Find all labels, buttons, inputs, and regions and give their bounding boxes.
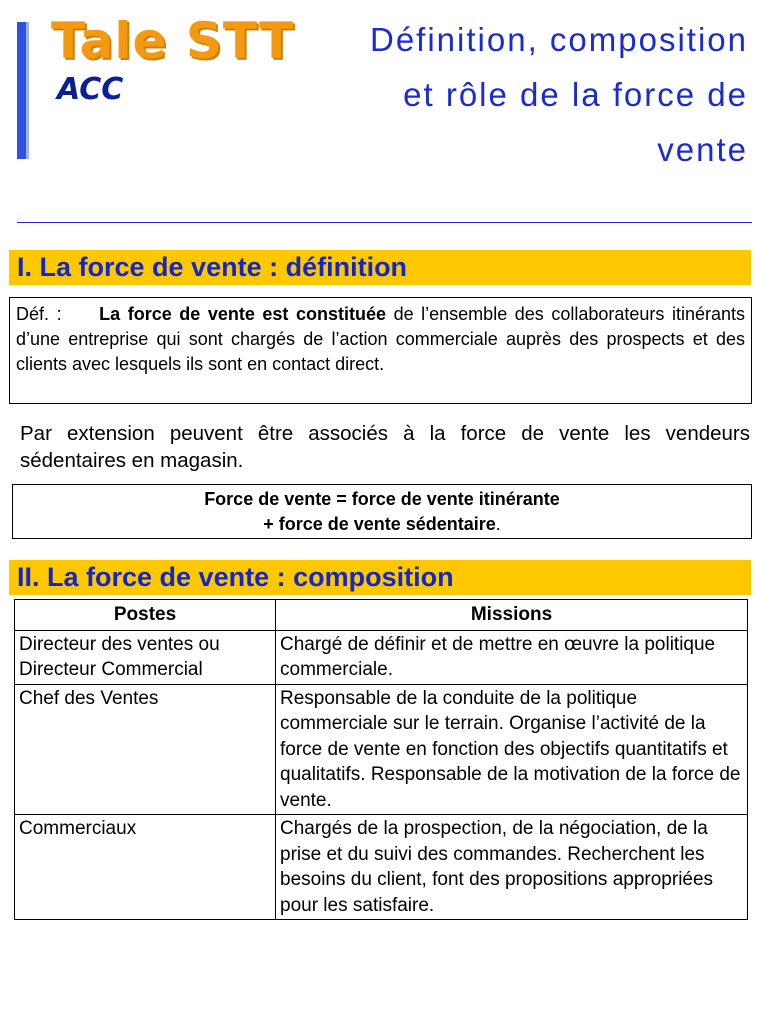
table-cell-mission: Chargés de la prospection, de la négociation, de la prise et du suivi des commandes. Recherchent les besoins du client, font des propositions appropriées pour les satisfaire. bbox=[276, 815, 748, 920]
composition-table bbox=[14, 599, 748, 920]
definition-bold-text: La force de vente est constituée bbox=[99, 304, 387, 324]
table-row bbox=[15, 815, 748, 920]
table-cell-poste: Chef des Ventes bbox=[15, 684, 276, 815]
logo bbox=[17, 14, 337, 164]
definition-text: de l’ensemble des collaborateurs itinérants d’une entreprise qui sont chargés de l’action commerciale auprès des prospects et des clients avec lesquels ils sont en contact direct. bbox=[16, 304, 745, 374]
table-row bbox=[15, 684, 748, 815]
logo-bar-shade bbox=[26, 22, 29, 159]
formula-line-2: + force de vente sédentaire. bbox=[263, 514, 501, 534]
table-cell-poste: Commerciaux bbox=[15, 815, 276, 920]
table-header-postes: Postes bbox=[15, 600, 276, 631]
table-cell-poste: Directeur des ventes ou Directeur Commercial bbox=[15, 630, 276, 684]
table-cell-mission: Chargé de définir et de mettre en œuvre la politique commerciale. bbox=[276, 630, 748, 684]
logo-bar bbox=[17, 22, 26, 159]
formula-line-1: Force de vente = force de vente itinérante bbox=[204, 489, 560, 509]
page-title: Définition, composition et rôle de la force de vente bbox=[370, 21, 748, 168]
table-header-row bbox=[15, 600, 748, 631]
definition-box bbox=[9, 297, 752, 404]
table-row bbox=[15, 630, 748, 684]
definition-label: Déf. : bbox=[16, 304, 62, 324]
table-header-missions: Missions bbox=[276, 600, 748, 631]
section-heading-definition: I. La force de vente : définition bbox=[9, 250, 751, 285]
extension-paragraph: Par extension peuvent être associés à la force de vente les vendeurs sédentaires en magasin. bbox=[20, 422, 750, 472]
table-cell-mission: Responsable de la conduite de la politique commerciale sur le terrain. Organise l’activité de la force de vente en fonction des objectifs quantitatifs et qualitatifs. Responsable de la motivation de la force de vente. bbox=[276, 684, 748, 815]
logo-subtext: ACC bbox=[57, 72, 124, 107]
logo-text: Tale STT bbox=[51, 12, 295, 70]
title-divider bbox=[17, 222, 752, 223]
formula-box bbox=[12, 484, 752, 539]
section-heading-composition: II. La force de vente : composition bbox=[9, 560, 751, 595]
